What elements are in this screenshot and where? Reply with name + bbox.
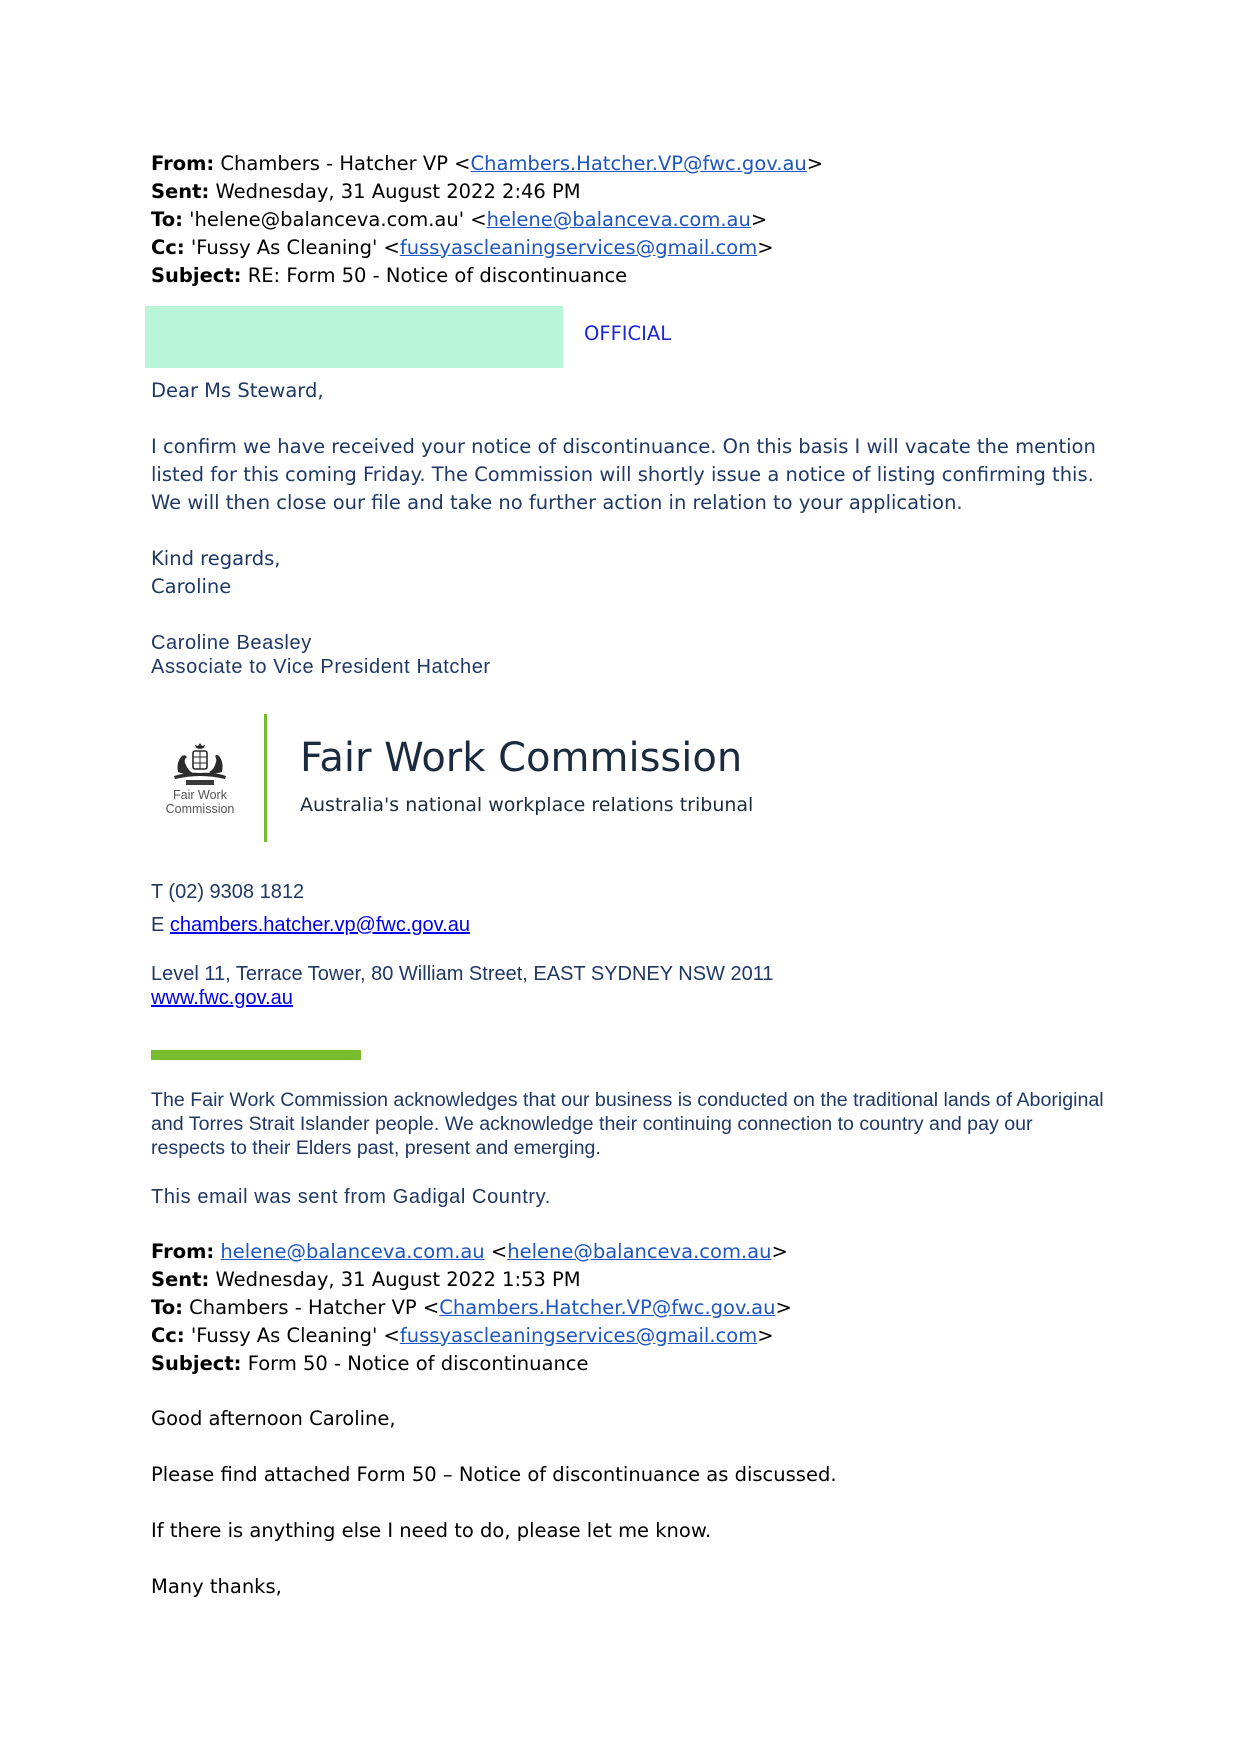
email1-subject-line: [151, 262, 823, 290]
email2-subject-line: [151, 1350, 792, 1378]
email2-cc-line: Cc: 'Fussy As Cleaning' <fussyascleaningservices@gmail.com>: [151, 1324, 774, 1347]
email1-cc-line: Cc: 'Fussy As Cleaning' <fussyascleaningservices@gmail.com>: [151, 236, 774, 259]
acknowledgement-of-country: The Fair Work Commission acknowledges that our business is conducted on the traditional lands of Aboriginal and Torres Strait Islander people. We acknowledge their continuing connection to country and pay our respects to their Elders past, present and emerging.: [151, 1089, 1104, 1159]
to-name: Chambers - Hatcher VP <: [189, 1296, 440, 1319]
cc-name: 'Fussy As Cleaning' <: [190, 236, 400, 259]
email1-from-line: From: Chambers - Hatcher VP <Chambers.Hatcher.VP@fwc.gov.au>: [151, 152, 824, 175]
fwc-crest: [160, 742, 240, 822]
email2-para1: Please find attached Form 50 – Notice of discontinuance as discussed.: [151, 1463, 837, 1486]
crest-text-line1: Fair Work: [173, 788, 227, 802]
cc-email-link[interactable]: fussyascleaningservices@gmail.com: [399, 1324, 758, 1347]
subject-label: Subject:: [151, 1352, 242, 1375]
to-email-link[interactable]: helene@balanceva.com.au: [486, 208, 751, 231]
sent-value: Wednesday, 31 August 2022 1:53 PM: [215, 1268, 581, 1291]
contact-email-link[interactable]: chambers.hatcher.vp@fwc.gov.au: [169, 914, 470, 936]
cc-label: Cc:: [151, 1324, 185, 1347]
email2-from-line: From: helene@balanceva.com.au <helene@balanceva.com.au>: [151, 1240, 788, 1263]
logo-subtitle: Australia's national workplace relations tribunal: [300, 794, 754, 816]
subject-value: Form 50 - Notice of discontinuance: [247, 1352, 589, 1375]
sent-value: Wednesday, 31 August 2022 2:46 PM: [215, 180, 581, 203]
sent-label: Sent:: [151, 1268, 210, 1291]
logo-title: Fair Work Commission: [300, 735, 743, 781]
email2-sent-line: [151, 1266, 792, 1294]
to-label: To:: [151, 208, 183, 231]
email1-sent-line: [151, 178, 823, 206]
contact-address: Level 11, Terrace Tower, 80 William Street, EAST SYDNEY NSW 2011: [151, 963, 774, 985]
cc-name: 'Fussy As Cleaning' <: [190, 1324, 400, 1347]
coat-of-arms-icon: [160, 742, 240, 792]
subject-value: RE: Form 50 - Notice of discontinuance: [247, 264, 628, 287]
subject-label: Subject:: [151, 264, 242, 287]
email1-closing: Kind regards,: [151, 547, 281, 570]
from-label: From:: [151, 152, 215, 175]
to-label: To:: [151, 1296, 183, 1319]
contact-phone: T (02) 9308 1812: [151, 881, 305, 903]
sent-label: Sent:: [151, 180, 210, 203]
to-name: 'helene@balanceva.com.au' <: [189, 208, 487, 231]
contact-email-line: [151, 913, 470, 937]
email2-closing: Many thanks,: [151, 1575, 282, 1598]
sent-from-country: This email was sent from Gadigal Country.: [151, 1186, 551, 1208]
email2-greeting: Good afternoon Caroline,: [151, 1407, 396, 1430]
contact-website-link[interactable]: [151, 986, 293, 1010]
website-link-text[interactable]: www.fwc.gov.au: [151, 987, 293, 1009]
cc-email-link[interactable]: fussyascleaningservices@gmail.com: [399, 236, 758, 259]
cc-label: Cc:: [151, 236, 185, 259]
email1-closing-name: Caroline: [151, 575, 232, 598]
email2-to-line: To: Chambers - Hatcher VP <Chambers.Hatcher.VP@fwc.gov.au>: [151, 1296, 792, 1319]
logo-divider: [264, 714, 267, 842]
email1-body: I confirm we have received your notice of discontinuance. On this basis I will vacate the mention listed for this coming Friday. The Commission will shortly issue a notice of listing confirming this. We will then close our file and take no further action in relation to your application.: [151, 435, 1096, 514]
from-email-link[interactable]: Chambers.Hatcher.VP@fwc.gov.au: [470, 152, 807, 175]
email2-header: [151, 1238, 792, 1378]
signature-name: Caroline Beasley: [151, 632, 312, 654]
signature-role: Associate to Vice President Hatcher: [151, 656, 491, 678]
email1-to-line: To: 'helene@balanceva.com.au' <helene@balanceva.com.au>: [151, 208, 768, 231]
crest-text-line2: Commission: [165, 802, 235, 816]
to-email-link[interactable]: Chambers.Hatcher.VP@fwc.gov.au: [439, 1296, 776, 1319]
from-email-link[interactable]: helene@balanceva.com.au: [220, 1240, 485, 1263]
email1-header: [151, 150, 823, 290]
signature-green-bar: [151, 1050, 361, 1060]
email2-para2: If there is anything else I need to do, please let me know.: [151, 1519, 712, 1542]
email1-greeting: Dear Ms Steward,: [151, 379, 324, 402]
from-email-link-2[interactable]: helene@balanceva.com.au: [507, 1240, 772, 1263]
from-label: From:: [151, 1240, 215, 1263]
classification-color-box: [145, 306, 563, 368]
contact-email-prefix: E: [151, 914, 170, 936]
classification-label: OFFICIAL: [584, 322, 672, 345]
from-name: Chambers - Hatcher VP <: [220, 152, 471, 175]
